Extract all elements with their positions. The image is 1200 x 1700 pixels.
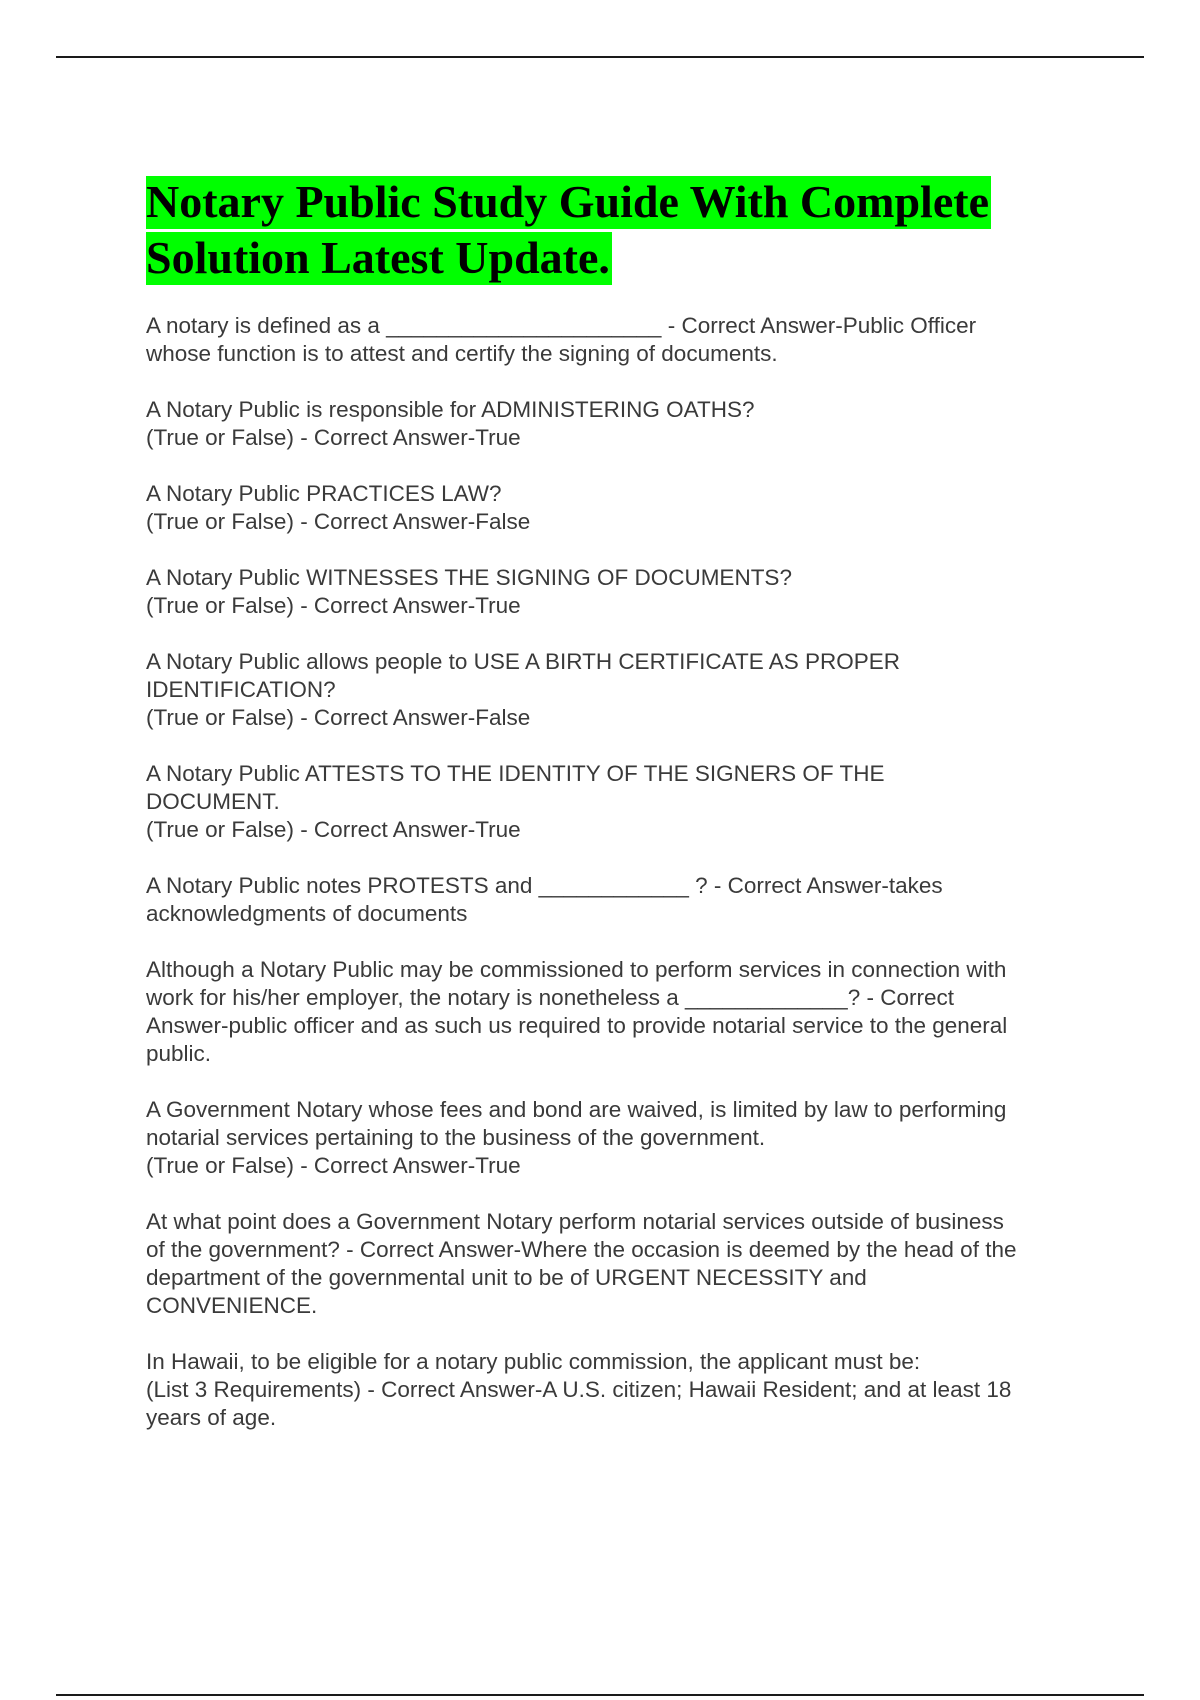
footer-rule <box>56 1694 1144 1696</box>
qa-item <box>146 1208 1096 1320</box>
qa-line: whose function is to attest and certify the signing of documents. <box>146 341 778 366</box>
qa-item <box>146 1348 1096 1432</box>
title-highlight: Notary Public Study Guide With Complete Solution Latest Update. <box>146 176 989 283</box>
qa-line: DOCUMENT. <box>146 789 280 814</box>
qa-line: (List 3 Requirements) - Correct Answer-A U.S. citizen; Hawaii Resident; and at least 18 <box>146 1377 1012 1402</box>
qa-line: department of the governmental unit to be of URGENT NECESSITY and <box>146 1265 867 1290</box>
qa-line: A Notary Public notes PROTESTS and ____________ ? - Correct Answer-takes <box>146 873 943 898</box>
qa-line: CONVENIENCE. <box>146 1293 318 1318</box>
qa-line: Although a Notary Public may be commissioned to perform services in connection with <box>146 957 1007 982</box>
qa-item <box>146 648 1096 732</box>
qa-line: public. <box>146 1041 212 1066</box>
qa-line: At what point does a Government Notary perform notarial services outside of business <box>146 1209 1004 1234</box>
qa-item <box>146 312 1096 368</box>
qa-item <box>146 396 1096 452</box>
qa-line: A Notary Public PRACTICES LAW? <box>146 481 502 506</box>
qa-line: (True or False) - Correct Answer-True <box>146 425 521 450</box>
qa-line: (True or False) - Correct Answer-True <box>146 817 521 842</box>
qa-line: years of age. <box>146 1405 277 1430</box>
qa-line: notarial services pertaining to the business of the government. <box>146 1125 766 1150</box>
qa-line: A Notary Public is responsible for ADMINISTERING OATHS? <box>146 397 755 422</box>
qa-line: Answer-public officer and as such us required to provide notarial service to the general <box>146 1013 1008 1038</box>
qa-line: acknowledgments of documents <box>146 901 468 926</box>
document-title <box>146 174 1046 286</box>
qa-list <box>146 312 1096 1460</box>
qa-item <box>146 1096 1096 1180</box>
qa-item <box>146 760 1096 844</box>
qa-line: A Government Notary whose fees and bond are waived, is limited by law to performing <box>146 1097 1007 1122</box>
qa-line: A Notary Public ATTESTS TO THE IDENTITY OF THE SIGNERS OF THE <box>146 761 885 786</box>
qa-line: (True or False) - Correct Answer-False <box>146 705 531 730</box>
qa-line: work for his/her employer, the notary is nonetheless a _____________? - Correct <box>146 985 954 1010</box>
qa-line: A Notary Public allows people to USE A BIRTH CERTIFICATE AS PROPER <box>146 649 901 674</box>
qa-item <box>146 956 1096 1068</box>
qa-line: In Hawaii, to be eligible for a notary public commission, the applicant must be: <box>146 1349 921 1374</box>
header-rule <box>56 56 1144 58</box>
qa-line: A notary is defined as a ______________________ - Correct Answer-Public Officer <box>146 313 977 338</box>
qa-line: (True or False) - Correct Answer-True <box>146 593 521 618</box>
qa-line: (True or False) - Correct Answer-False <box>146 509 531 534</box>
qa-line: (True or False) - Correct Answer-True <box>146 1153 521 1178</box>
qa-line: IDENTIFICATION? <box>146 677 336 702</box>
qa-line: A Notary Public WITNESSES THE SIGNING OF DOCUMENTS? <box>146 565 792 590</box>
qa-item <box>146 564 1096 620</box>
qa-item <box>146 480 1096 536</box>
qa-line: of the government? - Correct Answer-Where the occasion is deemed by the head of the <box>146 1237 1017 1262</box>
qa-item <box>146 872 1096 928</box>
